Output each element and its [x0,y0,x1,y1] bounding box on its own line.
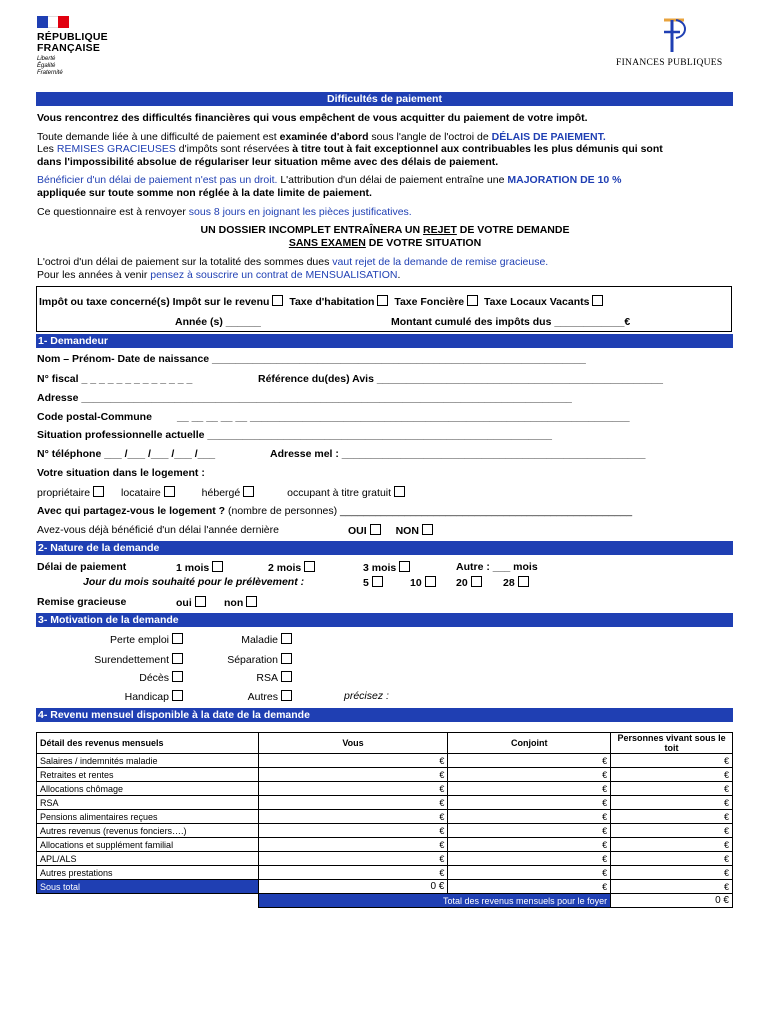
cell-vous[interactable]: € [258,754,448,768]
checkbox-th[interactable] [377,295,388,306]
checkbox-remise-non[interactable] [246,596,257,607]
checkbox-jour-10[interactable] [425,576,436,587]
checkbox-jour-20[interactable] [471,576,482,587]
intro-p4-c: MAJORATION DE 10 % [507,174,622,186]
cell-personnes[interactable]: € [611,754,733,768]
motif-handicap-label: Handicap [124,691,169,703]
cell-personnes[interactable]: € [611,782,733,796]
checkbox-2-mois[interactable] [304,561,315,572]
table-header-row [37,733,733,754]
subtotal-conjoint: € [448,880,611,894]
taxes-tlv-label: Taxe Locaux Vacants [484,296,590,308]
checkbox-1-mois[interactable] [212,561,223,572]
intro-p3-a: Les [37,143,57,155]
subtotal-row [37,880,733,894]
intro-p6 [37,256,737,281]
field-adresse[interactable]: Adresse ____________________________________________________________________________________ [37,392,572,404]
motif-separation [227,653,292,666]
checkbox-locataire[interactable] [164,486,175,497]
intro-p5 [37,206,737,219]
warn1-b: REJET [423,224,457,236]
republique-francaise-logo [37,14,127,78]
checkbox-perte-emploi[interactable] [172,633,183,644]
jour-label: Jour du mois souhaité pour le prélèvement : [83,576,305,588]
intro-p7-b: pensez à souscrire un contrat de MENSUALISATION [150,268,398,281]
motif-perte [110,633,183,646]
row-label: RSA [37,796,259,810]
jour-28 [503,576,529,589]
checkbox-rsa[interactable] [281,671,292,682]
motif-surend-label: Surendettement [94,654,169,666]
partage-label: Avec qui partagez-vous le logement ? [37,505,226,517]
checkbox-separation[interactable] [281,653,292,664]
checkbox-autres[interactable] [281,690,292,701]
intro-p6-b: vaut rejet de la demande de remise gracieuse. [332,256,549,268]
header-detail: Détail des revenus mensuels [37,733,259,754]
delai-autre[interactable]: Autre : ___ mois [456,561,538,573]
delai-label: Délai de paiement [37,561,127,573]
total-spacer [37,894,259,908]
checkbox-deces[interactable] [172,671,183,682]
row-label: Allocations et supplément familial [37,838,259,852]
field-fiscal[interactable]: N° fiscal _ _ _ _ _ _ _ _ _ _ _ _ _ [37,373,193,385]
warn2-a: SANS EXAMEN [288,236,366,249]
cell-vous[interactable]: € [258,824,448,838]
remise-label: Remise gracieuse [37,596,127,608]
checkbox-tf[interactable] [467,295,478,306]
cell-vous[interactable]: € [258,866,448,880]
section-2-title: 2- Nature de la demande [36,541,733,555]
motif-separation-label: Séparation [227,654,278,666]
motif-handicap [125,690,183,703]
motif-rsa-label: RSA [256,672,278,684]
field-nom[interactable]: Nom – Prénom- Date de naissance ________________________________________________________________ [37,353,586,365]
cell-personnes[interactable]: € [611,824,733,838]
row-label: Allocations chômage [37,782,259,796]
cell-conjoint[interactable]: € [448,810,611,824]
intro-p2 [37,131,737,144]
page-title: Difficultés de paiement [36,92,733,106]
section-1-title: 1- Demandeur [36,334,733,348]
partage-blank: (nombre de personnes) __________________________________________________ [225,505,633,517]
motif-maladie-label: Maladie [241,634,278,646]
table-row [37,866,733,880]
intro-p2-b: examinée d'abord [279,131,369,143]
delai-3-mois [363,561,410,574]
total-row [37,894,733,908]
cell-conjoint[interactable]: € [448,796,611,810]
field-partage[interactable] [37,505,632,517]
field-telephone[interactable]: N° téléphone ___ /___ /___ /___ /___ [37,448,216,460]
taxes-annee[interactable]: Année (s) ______ [175,316,261,328]
checkbox-remise-oui[interactable] [195,596,206,607]
logement-label: Votre situation dans le logement : [37,467,205,479]
intro-warning [37,224,733,249]
table-row [37,810,733,824]
deja-non-label: NON [395,525,419,537]
intro-p3-c: d'impôts sont réservées [175,143,293,155]
intro-p4-b: L'attribution d'un délai de paiement entraîne une [277,174,508,186]
intro-p5-b: sous 8 jours en joignant les pièces justificatives. [188,206,412,218]
logement-gratuit-label: occupant à titre gratuit [287,487,392,499]
checkbox-jour-28[interactable] [518,576,529,587]
table-row [37,824,733,838]
taxes-montant[interactable]: Montant cumulé des impôts dus ____________€ [391,316,631,328]
cell-personnes[interactable]: € [611,810,733,824]
intro-p2-a: Toute demande liée à une difficulté de paiement est [37,131,280,143]
intro-p5-a: Ce questionnaire est à renvoyer [37,206,189,218]
total-label: Total des revenus mensuels pour le foyer [258,894,610,908]
table-row [37,852,733,866]
cell-conjoint[interactable]: € [448,782,611,796]
checkbox-jour-5[interactable] [372,576,383,587]
header-vous: Vous [258,733,448,754]
field-code-postal-label: Code postal-Commune [37,411,152,423]
checkbox-deja-non[interactable] [422,524,433,535]
intro-p3 [37,143,737,168]
motif-surend [94,653,183,666]
checkbox-ir[interactable] [272,295,283,306]
deja-label: Avez-vous déjà bénéficié d'un délai l'année dernière [37,524,279,536]
row-label: Pensions alimentaires reçues [37,810,259,824]
logement-heberge-label: hébergé [201,487,241,499]
motif-deces-label: Décès [139,672,169,684]
cell-vous[interactable]: € [258,782,448,796]
header-conjoint: Conjoint [448,733,611,754]
motto-1: Liberté [37,56,56,62]
motif-precisez[interactable]: précisez : [344,690,389,702]
logement-locataire-label: locataire [121,487,161,499]
motto-2: Égalité [37,63,56,69]
jour-10 [410,576,436,589]
table-row [37,768,733,782]
field-email[interactable]: Adresse mel : ____________________________________________________ [270,448,646,460]
row-label: Retraites et rentes [37,768,259,782]
checkbox-maladie[interactable] [281,633,292,644]
intro-p1: Vous rencontrez des difficultés financières qui vous empêchent de vous acquitter du paiement de votre impôt. [37,112,588,124]
cell-personnes[interactable]: € [611,852,733,866]
intro-p4 [37,174,737,199]
rf-line2: FRANÇAISE [37,42,101,54]
intro-p2-d: DÉLAIS DE PAIEMENT. [491,131,606,143]
logement-proprio-label: propriétaire [37,487,91,499]
intro-p7-c: . [397,268,401,281]
taxes-tf-label: Taxe Foncière [394,296,465,308]
table-row [37,782,733,796]
subtotal-personnes: € [611,880,733,894]
jour-10-label: 10 [410,577,422,589]
motif-perte-label: Perte emploi [110,634,169,646]
cell-conjoint[interactable]: € [448,754,611,768]
motif-rsa [256,671,292,684]
motto-3: Fraternité [37,70,63,76]
checkbox-deja-oui[interactable] [370,524,381,535]
cell-personnes[interactable]: € [611,796,733,810]
motif-autres-label: Autres [247,691,278,703]
warn1-a: UN DOSSIER INCOMPLET ENTRAÎNERA UN [200,224,424,236]
cell-personnes[interactable]: € [611,768,733,782]
cell-conjoint[interactable]: € [448,768,611,782]
field-code-postal[interactable]: __ __ __ __ __ _________________________________________________________________ [177,411,630,423]
taxes-th-label: Taxe d'habitation [289,296,375,308]
fp-label: FINANCES PUBLIQUES [616,58,723,68]
checkbox-tlv[interactable] [592,295,603,306]
checkbox-handicap[interactable] [172,690,183,701]
total-value: 0 € [611,894,733,908]
delai-1-mois [176,561,223,574]
field-reference[interactable]: Référence du(des) Avis _________________________________________________ [258,373,663,385]
deja-options [348,524,433,537]
intro-p3-b: REMISES GRACIEUSES [56,143,176,155]
header-personnes: Personnes vivant sous le toit [611,733,733,754]
row-label: Salaires / indemnités maladie [37,754,259,768]
cell-conjoint[interactable]: € [448,838,611,852]
row-label: Autres revenus (revenus fonciers….) [37,824,259,838]
cell-vous[interactable]: € [258,768,448,782]
intro-p4-d: appliquée sur toute somme non réglée à la date limite de paiement. [37,186,372,199]
intro-p3-d: à titre tout à fait exceptionnel aux contribuables les plus démunis qui sont [292,143,663,155]
warn1-c: DE VOTRE DEMANDE [456,224,570,236]
cell-conjoint[interactable]: € [448,852,611,866]
cell-vous[interactable]: € [258,810,448,824]
jour-5 [363,576,383,589]
subtotal-vous: 0 € [258,880,448,894]
taxes-label: Impôt ou taxe concerné(s) Impôt sur le revenu [39,296,270,308]
table-row [37,754,733,768]
cell-vous[interactable]: € [258,852,448,866]
intro-p7-a: Pour les années à venir [37,268,151,281]
intro-p2-c: sous l'angle de l'octroi de [368,131,492,143]
motif-autres [248,690,292,703]
subtotal-label: Sous total [37,880,259,894]
cell-vous[interactable]: € [258,838,448,852]
warn2-b: DE VOTRE SITUATION [365,236,482,249]
cell-conjoint[interactable]: € [448,824,611,838]
motif-deces [139,671,183,684]
cell-conjoint[interactable]: € [448,866,611,880]
row-label: Autres prestations [37,866,259,880]
rf-line1: RÉPUBLIQUE [37,31,108,43]
delai-2-mois [268,561,315,574]
section-4-title: 4- Revenu mensuel disponible à la date de la demande [36,708,733,722]
checkbox-surendettement[interactable] [172,653,183,664]
intro-p3-e: dans l'impossibilité absolue de régulariser leur situation même avec des délais de paiement. [37,155,499,168]
deja-oui-label: OUI [348,525,367,537]
intro-p4-a: Bénéficier d'un délai de paiement n'est pas un droit. [37,174,278,186]
cell-vous[interactable]: € [258,796,448,810]
remise-non [224,596,257,609]
remise-oui [176,596,206,609]
delai-3-mois-label: 3 mois [363,562,397,574]
motif-maladie [241,633,292,646]
table-row [37,796,733,810]
checkbox-heberge[interactable] [243,486,254,497]
delai-2-mois-label: 2 mois [268,562,302,574]
jour-28-label: 28 [503,577,515,589]
remise-oui-label: oui [176,597,192,609]
jour-5-label: 5 [363,577,369,589]
delai-1-mois-label: 1 mois [176,562,210,574]
cell-personnes[interactable]: € [611,838,733,852]
row-label: APL/ALS [37,852,259,866]
finances-publiques-logo [612,16,736,72]
intro-p6-a: L'octroi d'un délai de paiement sur la totalité des sommes dues [37,256,333,268]
taxes-row [39,295,603,308]
revenus-table [36,732,733,908]
checkbox-3-mois[interactable] [399,561,410,572]
field-situation-pro[interactable]: Situation professionnelle actuelle ___________________________________________________________ [37,429,552,441]
checkbox-proprietaire[interactable] [93,486,104,497]
marianne-flag-icon [37,16,69,28]
section-3-title: 3- Motivation de la demande [36,613,733,627]
checkbox-gratuit[interactable] [394,486,405,497]
remise-non-label: non [224,597,244,609]
fp-monogram-icon [654,16,694,54]
table-row [37,838,733,852]
jour-20-label: 20 [456,577,468,589]
logement-options [37,486,405,499]
cell-personnes[interactable]: € [611,866,733,880]
jour-20 [456,576,482,589]
